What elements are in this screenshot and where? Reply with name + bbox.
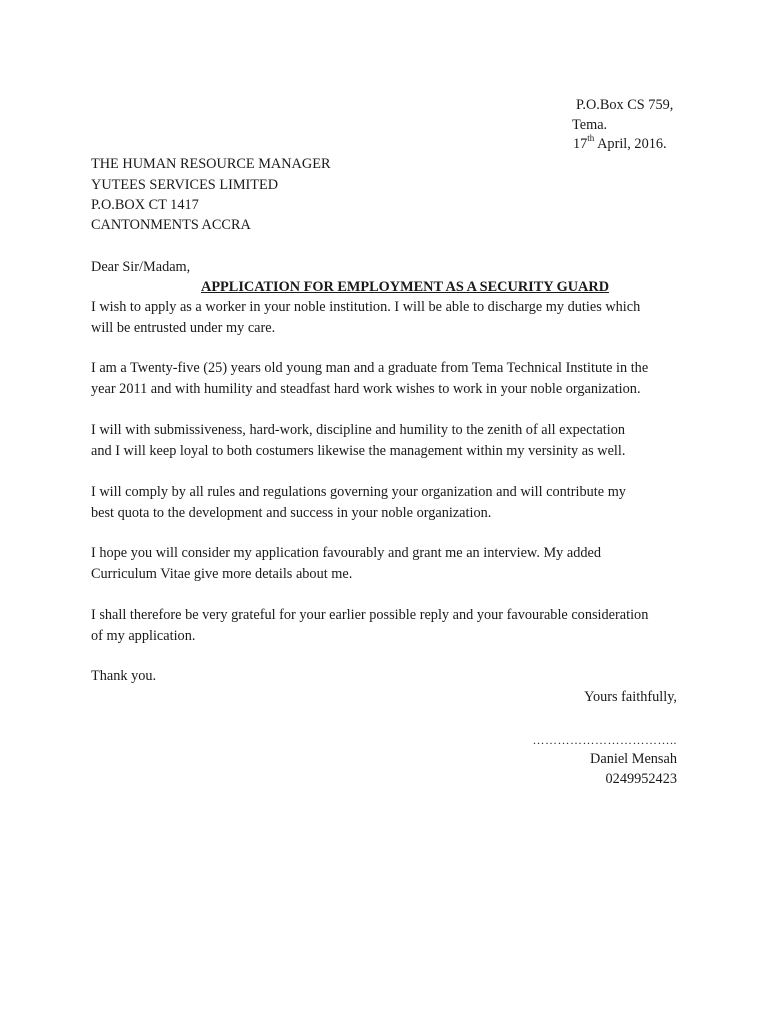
- paragraph-line: year 2011 and with humility and steadfast hard work wishes to work in your noble organization.: [91, 380, 641, 397]
- signature-line: ……………………………..: [532, 733, 677, 747]
- paragraph-6: [91, 605, 691, 646]
- paragraph-line: I shall therefore be very grateful for your earlier possible reply and your favourable consideration: [91, 607, 649, 623]
- paragraph-line: will be entrusted under my care.: [91, 319, 276, 336]
- recipient-title: THE HUMAN RESOURCE MANAGER: [91, 156, 331, 172]
- paragraph-line: and I will keep loyal to both costumers likewise the management within my versinity as well.: [91, 442, 626, 459]
- thanks: Thank you.: [91, 668, 157, 684]
- paragraph-line: I hope you will consider my application favourably and grant me an interview. My added: [91, 545, 602, 561]
- paragraph-line: I will comply by all rules and regulations governing your organization and will contribute my: [91, 484, 626, 500]
- paragraph-3: [91, 420, 691, 461]
- paragraph-line: I wish to apply as a worker in your noble institution. I will be able to discharge my duties which: [91, 299, 641, 315]
- paragraph-1: [91, 297, 691, 338]
- paragraph-line: I will with submissiveness, hard-work, discipline and humility to the zenith of all expectation: [91, 422, 626, 438]
- signer-phone: 0249952423: [605, 771, 677, 787]
- paragraph-line: best quota to the development and success in your noble organization.: [91, 504, 492, 521]
- paragraph-4: [91, 482, 691, 523]
- recipient-company: YUTEES SERVICES LIMITED: [91, 177, 279, 193]
- letter-date: [573, 134, 667, 154]
- paragraph-line: of my application.: [91, 627, 196, 644]
- paragraph-line: Curriculum Vitae give more details about me.: [91, 565, 353, 582]
- paragraph-5: [91, 543, 691, 584]
- date-day: 17: [573, 136, 588, 152]
- sender-box: P.O.Box CS 759,: [576, 97, 674, 113]
- signer-name: Daniel Mensah: [590, 751, 677, 767]
- paragraph-2: [91, 358, 691, 399]
- paragraph-line: I am a Twenty-five (25) years old young man and a graduate from Tema Technical Institute in the: [91, 360, 649, 376]
- date-suffix: th: [587, 133, 595, 144]
- date-rest: April, 2016.: [594, 136, 667, 152]
- recipient-box: P.O.BOX CT 1417: [91, 197, 199, 213]
- closing: Yours faithfully,: [584, 689, 677, 705]
- subject-heading: APPLICATION FOR EMPLOYMENT AS A SECURITY GUARD: [201, 279, 610, 295]
- recipient-city: CANTONMENTS ACCRA: [91, 217, 251, 233]
- sender-city: Tema.: [572, 117, 608, 133]
- salutation: Dear Sir/Madam,: [91, 259, 191, 275]
